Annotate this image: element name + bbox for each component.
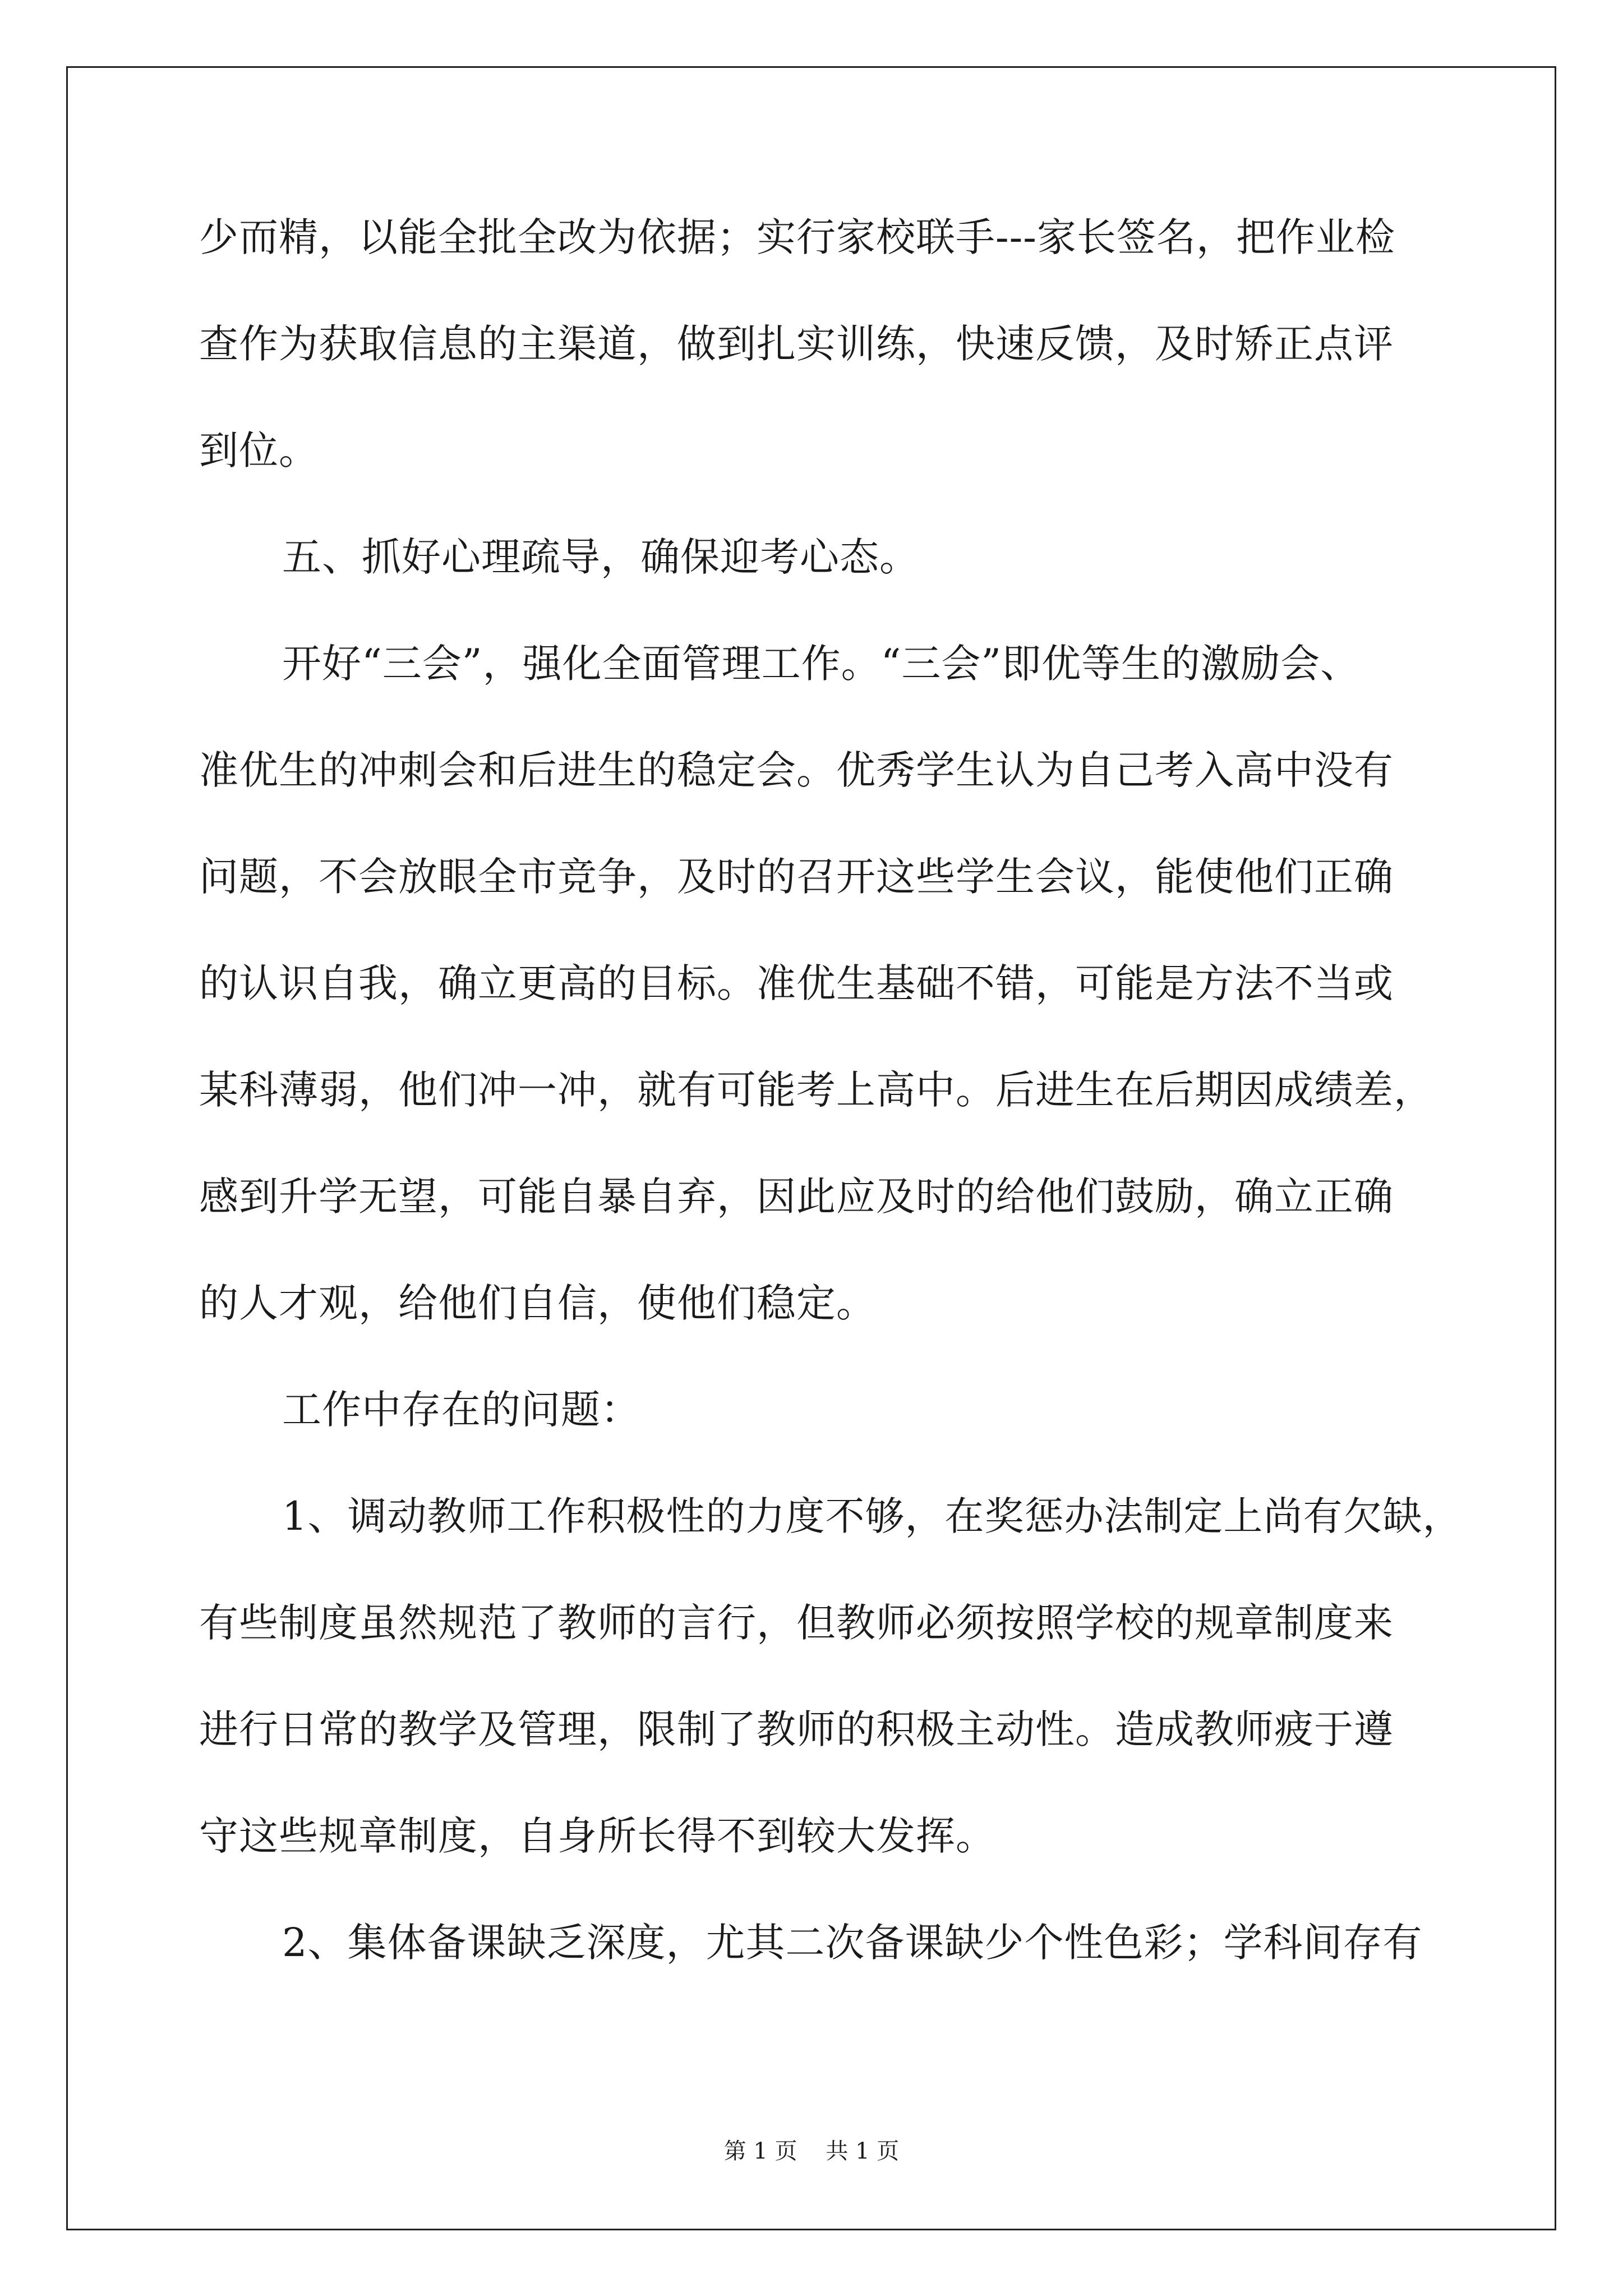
text-line: 查作为获取信息的主渠道，做到扎实训练，快速反馈，及时矫正点评 (199, 321, 1394, 367)
text-line: 少而精，以能全批全改为依据；实行家校联手---家长签名，把作业检 (199, 214, 1395, 260)
text-line: 的人才观，给他们自信，使他们稳定。 (199, 1280, 876, 1326)
text-line: 开好“三会”，强化全面管理工作。“三会”即优等生的激励会、 (282, 641, 1361, 687)
text-line: 某科薄弱，他们冲一冲，就有可能考上高中。后进生在后期因成绩差， (199, 1067, 1433, 1113)
text-line: 的认识自我，确立更高的目标。准优生基础不错，可能是方法不当或 (199, 960, 1394, 1006)
text-line: 1、调动教师工作积极性的力度不够，在奖惩办法制定上尚有欠缺， (282, 1493, 1463, 1539)
text-line: 工作中存在的问题： (282, 1387, 640, 1433)
document-body (199, 214, 1463, 2030)
text-line: 2、集体备课缺乏深度，尤其二次备课缺少个性色彩；学科间存有 (282, 1920, 1423, 1966)
text-line: 到位。 (199, 427, 319, 473)
text-line: 有些制度虽然规范了教师的言行，但教师必须按照学校的规章制度来 (199, 1600, 1394, 1646)
text-line: 守这些规章制度，自身所长得不到较大发挥。 (199, 1813, 995, 1859)
text-line: 进行日常的教学及管理，限制了教师的积极主动性。造成教师疲于遵 (199, 1706, 1394, 1752)
text-line: 准优生的冲刺会和后进生的稳定会。优秀学生认为自己考入高中没有 (199, 747, 1394, 793)
page-footer: 第 1 页 共 1 页 (723, 2138, 900, 2164)
text-line: 五、抓好心理疏导，确保迎考心态。 (282, 534, 919, 580)
text-line: 感到升学无望，可能自暴自弃，因此应及时的给他们鼓励，确立正确 (199, 1174, 1394, 1220)
text-line: 问题，不会放眼全市竞争，及时的召开这些学生会议，能使他们正确 (199, 854, 1394, 900)
